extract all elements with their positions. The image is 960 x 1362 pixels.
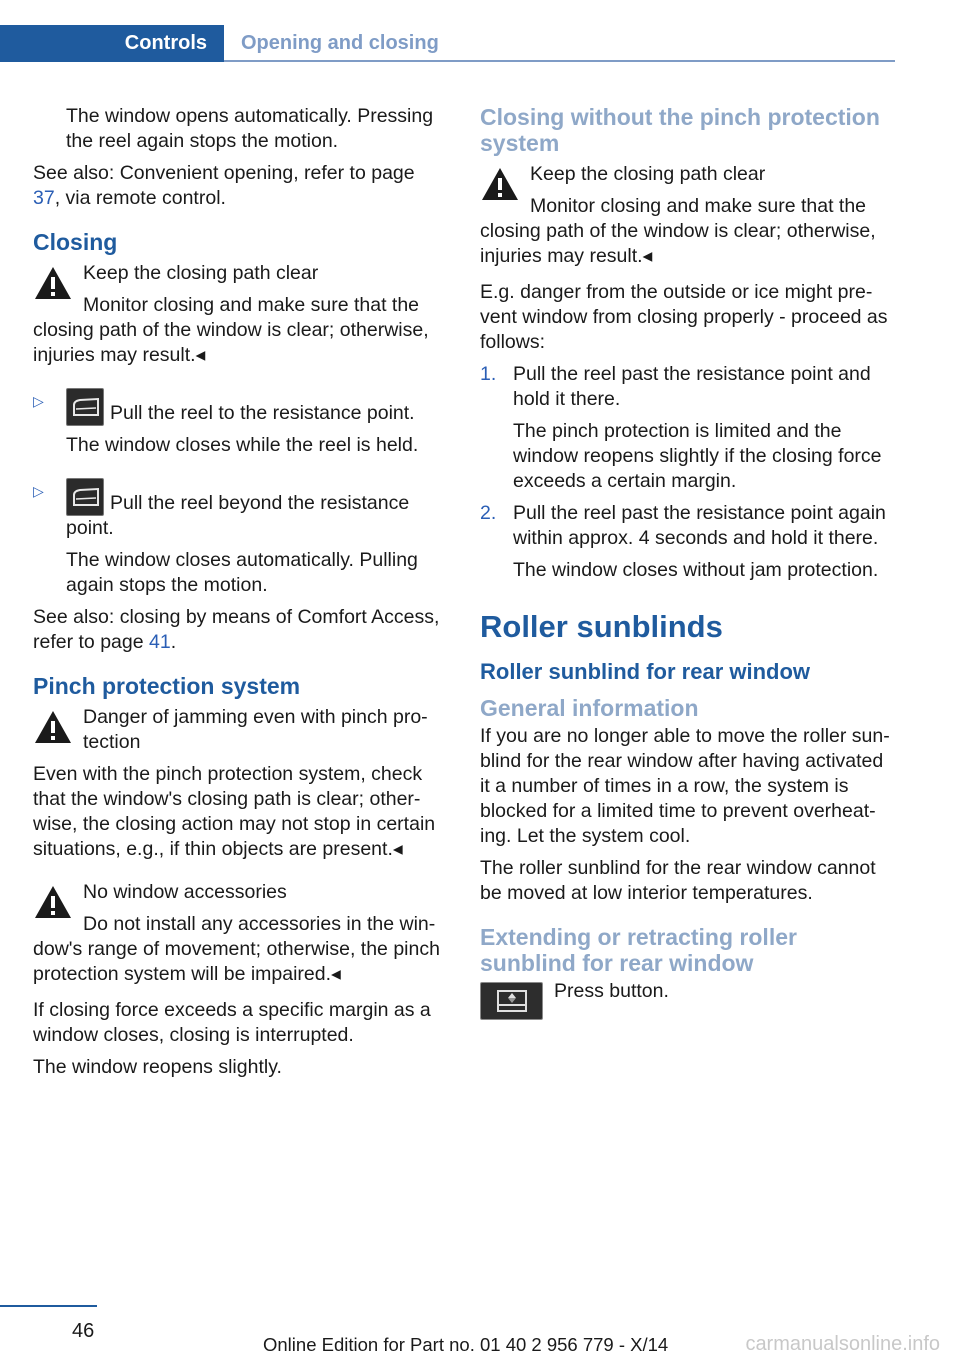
footer-rule (0, 1305, 97, 1307)
window-switch-icon (66, 388, 104, 426)
list-item: 2. Pull the reel past the resistance point again within approx. 4 seconds and hold it there. The window closes without jam protection. (480, 502, 886, 581)
step-pull-to-resistance: ▷ Pull the reel to the resistance point. (33, 388, 447, 426)
intro-text: The window opens automatically. Pressing the reel again stops the motion. (66, 105, 434, 152)
warning-no-accessories (33, 880, 447, 987)
warning-icon (33, 884, 73, 920)
general-information-heading: General information (480, 695, 699, 721)
danger-ice-text: E.g. danger from the outside or ice might pre-vent window from closing properly - proceed as follows: (480, 281, 888, 353)
closing-force-text: If closing force exceeds a specific margin as a window closes, closing is interrupted. (33, 999, 431, 1046)
general-info-text-2: The roller sunblind for the rear window cannot be moved at low interior temperatures. (480, 857, 876, 904)
step-2-result: The window closes automatically. Pulling again stops the motion. (66, 549, 418, 596)
general-info-text-1: If you are no longer able to move the roller sun-blind for the rear window after having activated it a number of times in a row, the system is blocked for a limited time to prevent overheat-ing. Let the system cool. (480, 725, 890, 847)
closing-heading: Closing (33, 229, 118, 255)
see-also-comfort-access: See also: closing by means of Comfort Access, refer to page 41. (33, 606, 440, 653)
page-link-41[interactable]: 41 (149, 631, 171, 653)
triangle-bullet-icon: ▷ (33, 483, 44, 499)
warning-icon (33, 709, 73, 745)
warning-icon (480, 166, 520, 202)
warning-closing-path-2 (480, 162, 896, 269)
warning-title: No window accessories (83, 881, 287, 903)
press-button-text: Press button. (554, 980, 669, 1002)
header-section-tab: Controls (0, 25, 224, 62)
watermark: carmanualsonline.info (745, 1333, 940, 1355)
extend-retract-heading: Extending or retracting roller sunblind for rear window (480, 924, 797, 976)
warning-title: Keep the closing path clear (83, 262, 319, 284)
warning-text: Even with the pinch protection system, check that the window's closing path is clear; other-wise, the closing action may not stop in certain situations, e.g., if thin objects are present.◂ (33, 763, 436, 860)
page-header (0, 25, 895, 62)
sunblind-button-icon (480, 982, 543, 1020)
pinch-protection-heading: Pinch protection system (33, 673, 301, 699)
page-number: 46 (72, 1320, 95, 1342)
warning-icon (33, 265, 73, 301)
list-item: 1. Pull the reel past the resistance point and hold it there. The pinch protection is limited and the window reopens slightly if the closing force exceeds a certain margin. (480, 363, 882, 492)
edition-text: Online Edition for Part no. 01 40 2 956 779 - X/14 (263, 1334, 669, 1355)
warning-jamming (33, 705, 447, 862)
right-column (480, 104, 896, 1027)
roller-sunblinds-heading: Roller sunblinds (480, 609, 723, 644)
closing-without-pinch-heading: Closing without the pinch protection system (480, 104, 880, 156)
step-1-result: The window closes while the reel is held. (66, 434, 419, 456)
reopens-text: The window reopens slightly. (33, 1056, 282, 1078)
step-pull-beyond-resistance: ▷ Pull the reel beyond the resistance point. (33, 478, 447, 541)
left-column (33, 104, 447, 1087)
header-rule (224, 60, 895, 62)
warning-text: Monitor closing and make sure that the closing path of the window is clear; otherwise, injuries may result.◂ (33, 294, 429, 366)
window-switch-icon (66, 478, 104, 516)
warning-text: Monitor closing and make sure that the closing path of the window is clear; otherwise, injuries may result.◂ (480, 195, 876, 267)
warning-title: Keep the closing path clear (530, 163, 766, 185)
warning-closing-path (33, 261, 447, 368)
warning-title: Danger of jamming even with pinch pro-tection (83, 706, 428, 753)
see-also-convenient-opening: See also: Convenient opening, refer to page 37, via remote control. (33, 162, 415, 209)
header-chapter-tab: Opening and closing (241, 32, 439, 54)
rear-window-sunblind-heading: Roller sunblind for rear window (480, 659, 811, 684)
page-link-37[interactable]: 37 (33, 187, 55, 209)
triangle-bullet-icon: ▷ (33, 393, 44, 409)
warning-text: Do not install any accessories in the win-dow's range of movement; otherwise, the pinch protection system will be impaired.◂ (33, 913, 440, 985)
press-button-row (480, 979, 896, 1027)
